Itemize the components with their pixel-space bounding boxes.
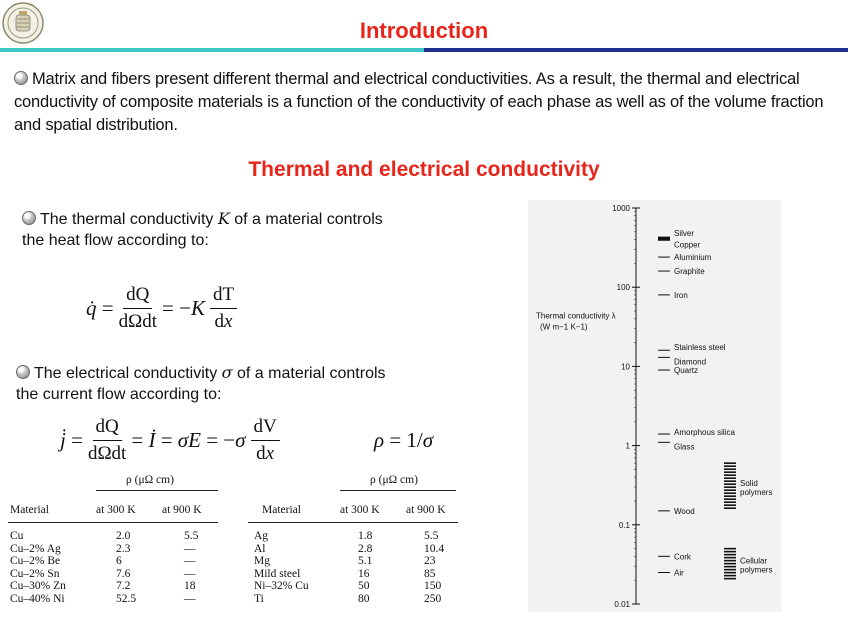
bullet-icon	[16, 365, 30, 379]
table-cell: Mild steel	[254, 567, 301, 580]
table-cell: 5.1	[358, 555, 373, 568]
table-cell: 2.3	[116, 542, 131, 555]
material-label: Copper	[674, 240, 701, 250]
table-cell: 16	[358, 567, 370, 580]
group-header: ρ (μΩ cm)	[126, 474, 174, 486]
table-row	[248, 543, 458, 555]
table-row	[8, 555, 218, 567]
table-cell: —	[184, 593, 196, 605]
table-cell: Mg	[254, 555, 270, 568]
table-cell: 250	[424, 593, 442, 605]
table-cell: 2.8	[358, 542, 373, 555]
material-label: Aluminium	[674, 253, 712, 263]
table-cell: 18	[184, 580, 196, 593]
table-cell: Cu–30% Zn	[10, 580, 66, 593]
y-tick-label: 100	[616, 283, 630, 293]
table-cell: 150	[424, 580, 442, 593]
table-row	[248, 580, 458, 592]
thermal-text-before: The thermal conductivity	[40, 211, 214, 228]
table-cell: Ni–32% Cu	[254, 580, 309, 593]
y-tick-label: 0.1	[618, 520, 630, 530]
electrical-paragraph	[16, 362, 406, 405]
table-cell: 10.4	[424, 542, 445, 555]
section-subtitle: Thermal and electrical conductivity	[248, 158, 600, 181]
table-cell: Cu–40% Ni	[10, 593, 65, 605]
range-label-word: Solid	[740, 479, 758, 489]
table-cell: 7.2	[116, 580, 131, 593]
table-row	[8, 593, 218, 605]
table-cell: 6	[116, 555, 122, 568]
material-label: Cork	[674, 552, 691, 562]
thermal-conductivity-chart	[528, 200, 781, 612]
table-cell: 5.5	[184, 530, 199, 542]
thermal-text-after: of a material controls the heat flow according to:	[22, 211, 383, 249]
range-label-word: Cellular	[740, 556, 768, 566]
material-label: Diamond	[674, 357, 707, 367]
material-label: Air	[674, 568, 684, 578]
table-row	[248, 555, 458, 567]
material-label: Quartz	[674, 366, 699, 376]
table-row	[8, 568, 218, 580]
table-cell: 23	[424, 555, 436, 568]
col-300k: at 300 K	[340, 504, 380, 516]
table-row	[8, 530, 218, 542]
table-row	[8, 580, 218, 592]
range-label-word: polymers	[740, 488, 773, 498]
table-cell: Cu	[10, 530, 24, 542]
table-cell: 1.8	[358, 530, 373, 542]
table-cell: —	[184, 555, 196, 568]
table-cell: 80	[358, 593, 370, 605]
table-cell: Cu–2% Be	[10, 555, 61, 568]
resistivity-table-right	[248, 474, 458, 624]
resistivity-table-left	[8, 474, 218, 624]
table-cell: —	[184, 542, 196, 555]
y-tick-label: 1000	[612, 204, 630, 213]
col-material: Material	[10, 504, 49, 516]
electrical-text-after: of a material controls the current flow according to:	[16, 365, 386, 403]
y-tick-label: 10	[621, 362, 630, 372]
page-title: Introduction	[359, 18, 489, 43]
col-900k: at 900 K	[162, 504, 202, 516]
table-cell: 50	[358, 580, 370, 593]
range-label-word: polymers	[740, 565, 773, 575]
current-flow-equation: j̇ = $\frac{dQ}{\text{dΩdt}}$ = İ = σE = − σ $\frac{dV}{dx}$	[60, 416, 285, 465]
table-cell: —	[184, 567, 196, 580]
table-row	[248, 593, 458, 605]
table-cell: Ag	[254, 530, 269, 542]
thermal-paragraph	[22, 208, 402, 251]
col-material: Material	[262, 504, 301, 516]
material-label: Glass	[674, 442, 695, 452]
table-cell: 2.0	[116, 530, 131, 542]
table-cell: 85	[424, 567, 436, 580]
electrical-text-before: The electrical conductivity	[34, 365, 218, 382]
col-900k: at 900 K	[406, 504, 446, 516]
y-tick-label: 0.01	[614, 600, 630, 609]
table-row	[8, 543, 218, 555]
material-label: Iron	[674, 290, 688, 300]
bullet-icon	[14, 71, 28, 85]
table-row	[248, 530, 458, 542]
bullet-icon	[22, 211, 36, 225]
table-cell: Ti	[254, 593, 264, 605]
y-axis-label: Thermal conductivity λ	[536, 311, 616, 321]
table-cell: 5.5	[424, 530, 439, 542]
table-cell: 7.6	[116, 567, 131, 580]
table-cell: Cu–2% Sn	[10, 567, 60, 580]
title-rule-navy	[424, 48, 848, 52]
col-300k: at 300 K	[96, 504, 136, 516]
material-label: Amorphous silica	[674, 428, 735, 438]
y-tick-label: 1	[625, 441, 630, 451]
table-cell: Al	[254, 542, 266, 555]
heat-flow-equation: q̇ = $\frac{dQ}{\text{dΩdt}}$ = − K $\frac{dT}{dx}$	[86, 284, 242, 333]
intro-paragraph	[14, 68, 840, 137]
material-label: Silver	[674, 228, 695, 238]
material-label: Stainless steel	[674, 343, 726, 353]
electrical-symbol: σ	[221, 363, 233, 382]
table-row	[248, 568, 458, 580]
group-header: ρ (μΩ cm)	[370, 474, 418, 486]
material-label: Graphite	[674, 267, 705, 277]
material-label: Wood	[674, 506, 695, 516]
thermal-symbol: K	[217, 209, 230, 228]
table-cell: 52.5	[116, 593, 137, 605]
title-rule-teal	[0, 48, 424, 52]
y-axis-unit: (W m−1 K−1)	[540, 322, 588, 332]
resistivity-equation: ρ = 1/ σ	[374, 428, 434, 452]
table-cell: Cu–2% Ag	[10, 542, 61, 555]
intro-text: Matrix and fibers present different thermal and electrical conductivities. As a result, the thermal and electrical conductivity of composite materials is a function of the conductivity of each phase as well as of the volume fraction and spatial distribution.	[14, 70, 824, 134]
